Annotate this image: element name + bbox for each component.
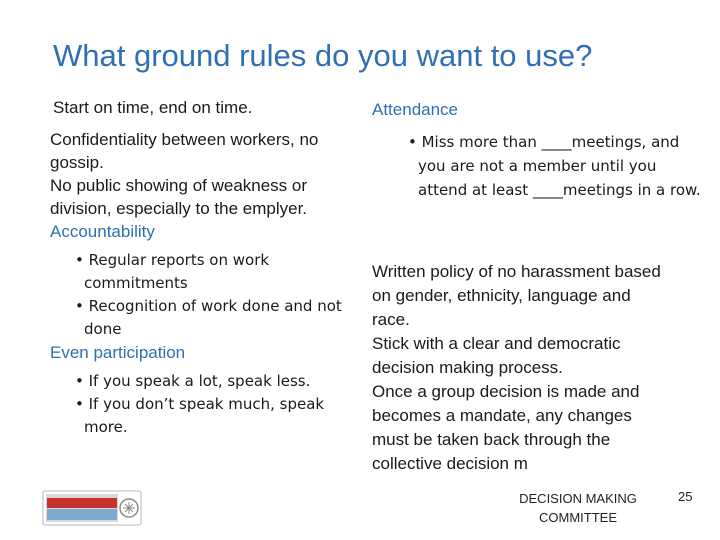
- participation-item: • If you speak a lot, speak less.: [75, 372, 311, 390]
- mandate-text: Once a group decision is made and becomes a mandate, any changes must be taken back through the collective decision m: [372, 382, 640, 473]
- attendance-item: • Miss more than ____meetings, and you are not a member until you attend at least ____meetings in a row.: [408, 133, 701, 199]
- attendance-heading: Attendance: [372, 100, 459, 119]
- organizing-globally-logo: [42, 490, 142, 526]
- footer-tag: DECISION MAKING COMMITTEE: [519, 491, 637, 525]
- accountability-item: • Recognition of work done and not done: [75, 297, 342, 338]
- no-public-weakness-text: No public showing of weakness or division, especially to the emplyer.: [50, 176, 308, 218]
- right-column: [372, 260, 672, 476]
- accountability-heading: Accountability: [50, 222, 155, 241]
- confidentiality-text: Confidentiality between workers, no gossip.: [50, 130, 319, 172]
- accountability-item: • Regular reports on work commitments: [75, 251, 270, 292]
- start-line: Start on time, end on time.: [53, 98, 253, 117]
- page-number: 25: [678, 489, 693, 504]
- left-column: [50, 128, 355, 439]
- democratic-process-text: Stick with a clear and democratic decision making process.: [372, 334, 621, 377]
- slide-title: What ground rules do you want to use?: [53, 38, 593, 73]
- harassment-policy-text: Written policy of no harassment based on gender, ethnicity, language and race.: [372, 262, 661, 329]
- participation-item: • If you don’t speak much, speak more.: [75, 395, 325, 436]
- participation-heading: Even participation: [50, 343, 186, 362]
